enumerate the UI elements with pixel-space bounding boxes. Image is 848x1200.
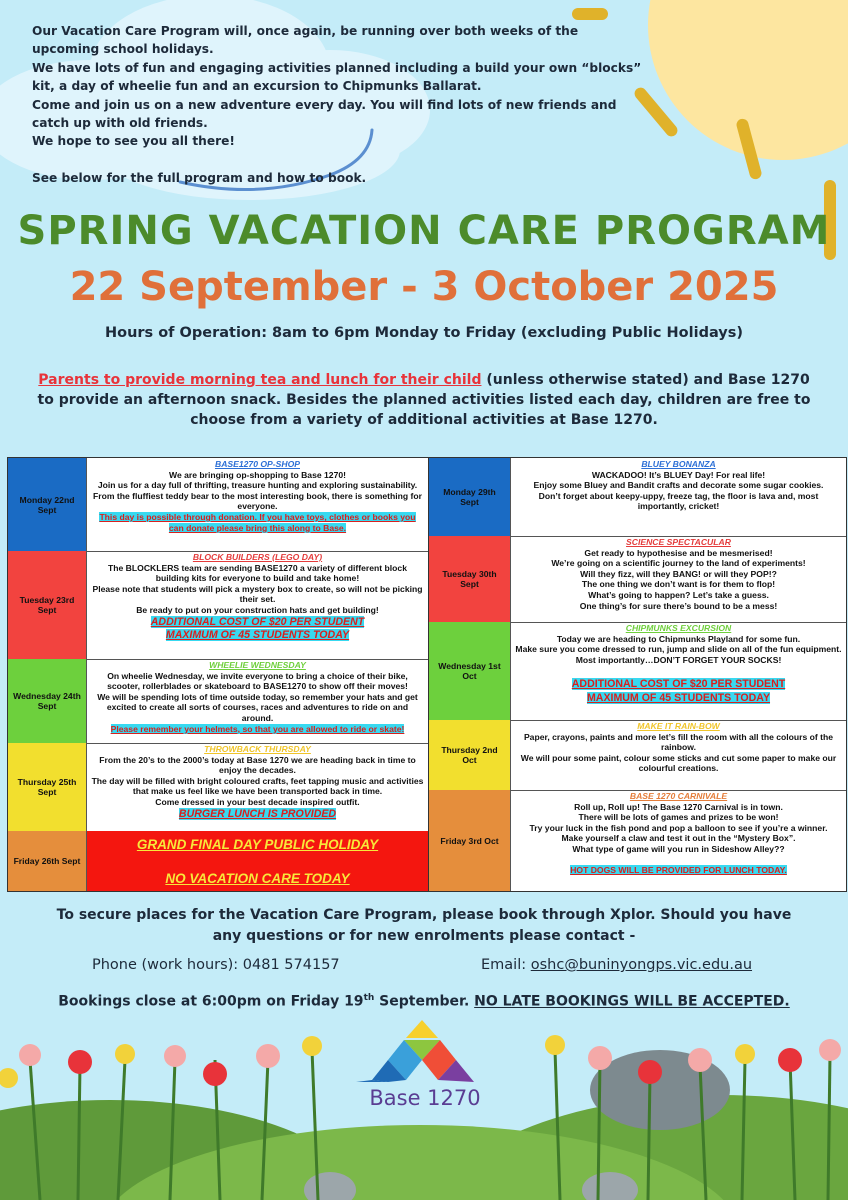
- activity-note: HOT DOGS WILL BE PROVIDED FOR LUNCH TODAY.: [570, 864, 787, 875]
- page-title: SPRING VACATION CARE PROGRAM: [17, 208, 831, 254]
- table-row: [8, 743, 428, 832]
- activity-cell: [511, 790, 846, 891]
- table-row: [429, 536, 846, 623]
- program-dates: 22 September - 3 October 2025: [69, 264, 779, 310]
- activity-text: WACKADOO! It’s BLUEY Day! For real life!: [591, 469, 766, 480]
- activity-text: We are bringing op-shopping to Base 1270!: [169, 469, 346, 480]
- booking-info: [0, 905, 848, 947]
- activity-text: What’s going to happen? Let’s take a guess.: [588, 589, 769, 600]
- week2-table: [428, 457, 847, 892]
- activity-text: One thing’s for sure there’s bound to be a mess!: [579, 600, 778, 611]
- activity-cell: [511, 458, 846, 536]
- activity-cell: [87, 551, 428, 659]
- activity-text: The BLOCKLERS team are sending BASE1270 a variety of different block building kits for everyone to build and take home!: [108, 562, 407, 584]
- activity-heading: BASE 1270 CARNIVALE: [629, 791, 728, 801]
- booking-text: To secure places for the Vacation Care Program, please book through Xplor. Should you have any questions or for new enrolments please contact -: [56, 907, 792, 944]
- activity-note: Please remember your helmets, so that you are allowed to ride or skate!: [110, 723, 405, 734]
- sun-ray: [572, 8, 608, 20]
- close-text: Bookings close at 6:00pm on Friday 19: [58, 993, 364, 1010]
- activity-text: Don’t forget about keepy-uppy, freeze tag, the floor is lava and, most importantly, cricket!: [538, 490, 819, 512]
- logo-text: Base 1270: [369, 1086, 481, 1110]
- day-cell: Monday 22nd Sept: [8, 458, 87, 551]
- table-row: [8, 458, 428, 552]
- close-sup: th: [363, 993, 375, 1003]
- activity-text: Try your luck in the fish pond and pop a balloon to see if you’re a winner.: [529, 822, 828, 833]
- activity-text: We will be spending lots of time outside today, so remember your hats and get excited to create all sorts of courses, races and adventures to ride on and around.: [97, 691, 418, 723]
- table-row: [429, 720, 846, 791]
- activity-cell: [87, 659, 428, 743]
- activity-text: Enjoy some Bluey and Bandit crafts and decorate some sugar cookies.: [533, 480, 824, 491]
- table-row: [8, 551, 428, 660]
- table-row: [429, 622, 846, 721]
- activity-extra: BURGER LUNCH IS PROVIDED: [178, 807, 337, 820]
- day-cell: Wednesday 24th Sept: [8, 659, 87, 743]
- holiday-line: NO VACATION CARE TODAY: [165, 871, 350, 886]
- parents-highlight: Parents to provide morning tea and lunch for their child: [38, 372, 482, 388]
- day-cell: Friday 3rd Oct: [429, 790, 511, 891]
- activity-text: We’re going on a scientific journey to the land of experiments!: [551, 558, 806, 569]
- activity-extra: MAXIMUM OF 45 STUDENTS TODAY: [586, 692, 771, 705]
- activity-text: Please note that students will pick a mystery box to create, so will not be picking their set.: [92, 583, 423, 605]
- week1-table: [7, 457, 429, 892]
- activity-extra: MAXIMUM OF 45 STUDENTS TODAY: [165, 628, 350, 641]
- activity-text: On wheelie Wednesday, we invite everyone to bring a choice of their bike, scooter, rollerblades or skateboard to BASE1270 to show off their moves!: [107, 670, 408, 692]
- activity-cell: [87, 458, 428, 551]
- hours-of-operation: Hours of Operation: 8am to 6pm Monday to Friday (excluding Public Holidays): [104, 325, 744, 341]
- activity-text: Make sure you come dressed to run, jump and slide on all of the fun equipment. Most importantly…DON’T FORGET YOUR SOCKS!: [515, 644, 842, 665]
- activity-text: There will be lots of games and prizes to be won!: [578, 812, 779, 823]
- intro-line: We hope to see you all there!: [32, 134, 235, 149]
- bookings-close: [0, 993, 848, 1010]
- activity-text: Be ready to put on your construction hats and get building!: [136, 604, 379, 615]
- activity-text: From the fluffiest teddy bear to the most interesting book, there is something for everyone.: [93, 490, 422, 512]
- activity-heading: MAKE IT RAIN-BOW: [637, 721, 720, 731]
- parents-notice: [34, 370, 814, 430]
- activity-heading: BASE1270 OP-SHOP: [214, 459, 300, 469]
- table-row: [429, 458, 846, 537]
- email-label: Email:: [481, 957, 531, 973]
- intro-text: [32, 22, 642, 187]
- day-cell: Monday 29th Sept: [429, 458, 511, 536]
- activity-text: Get ready to hypothesise and be mesmerised!: [584, 547, 773, 558]
- activity-note: This day is possible through donation. If you have toys, clothes or books you can donate please bring this along to Base.: [99, 511, 416, 533]
- activity-extra: ADDITIONAL COST OF $20 PER STUDENT: [571, 678, 786, 691]
- close-text-mid: September.: [374, 993, 475, 1010]
- email-link[interactable]: oshc@buninyongps.vic.edu.au: [530, 957, 753, 973]
- activity-text: Make yourself a claw and test it out in the “Mystery Box”.: [561, 833, 796, 844]
- activity-text: From the 20’s to the 2000’s today at Base 1270 we are heading back in time to enjoy the decades.: [99, 754, 416, 776]
- activity-heading: BLUEY BONANZA: [641, 459, 716, 469]
- activity-cell: [87, 743, 428, 831]
- activity-text: Will they fizz, will they BANG! or will they POP!?: [580, 568, 777, 579]
- day-cell: Wednesday 1st Oct: [429, 622, 511, 720]
- activity-cell: [511, 622, 846, 720]
- activity-text: What type of game will you run in Sideshow Alley??: [572, 843, 785, 854]
- day-cell: Tuesday 30th Sept: [429, 536, 511, 622]
- contact-phone: Phone (work hours): 0481 574157: [92, 957, 340, 973]
- activity-heading: SCIENCE SPECTACULAR: [626, 537, 731, 547]
- day-cell: Friday 26th Sept: [8, 831, 87, 891]
- activity-heading: WHEELIE WEDNESDAY: [209, 660, 306, 670]
- contact-email: [481, 957, 752, 973]
- activity-text: Today we are heading to Chipmunks Playland for some fun.: [556, 633, 801, 644]
- intro-line: Come and join us on a new adventure every day. You will find lots of new friends and catch up with old friends.: [32, 97, 617, 131]
- activity-text: Come dressed in your best decade inspired outfit.: [155, 796, 360, 807]
- holiday-cell: [87, 831, 428, 891]
- activity-cell: [511, 720, 846, 790]
- activity-text: Roll up, Roll up! The Base 1270 Carnival is in town.: [574, 801, 783, 812]
- no-late-bookings: NO LATE BOOKINGS WILL BE ACCEPTED.: [474, 993, 790, 1010]
- intro-see-below: See below for the full program and how to book.: [32, 170, 367, 185]
- activity-heading: BLOCK BUILDERS (LEGO DAY): [192, 552, 323, 562]
- activity-extra: ADDITIONAL COST OF $20 PER STUDENT: [150, 615, 365, 628]
- activity-text: We will pour some paint, colour some sticks and cut some paper to make our colourful creations.: [520, 752, 837, 774]
- activity-text: The day will be filled with bright coloured crafts, feet tapping music and activities that make us feel like we have been transported back in time.: [91, 775, 424, 797]
- activity-text: The one thing we don’t want is for them to flop!: [581, 579, 776, 590]
- intro-line: We have lots of fun and engaging activities planned including a build your own “blocks” kit, a day of wheelie fun and an excursion to Chipmunks Ballarat.: [32, 60, 642, 94]
- table-row: [429, 790, 846, 891]
- intro-line: Our Vacation Care Program will, once again, be running over both weeks of the upcoming school holidays.: [32, 24, 579, 57]
- activity-text: Paper, crayons, paints and more let’s fill the room with all the colours of the rainbow.: [523, 731, 834, 753]
- holiday-line: GRAND FINAL DAY PUBLIC HOLIDAY: [136, 837, 379, 852]
- activity-heading: THROWBACK THURSDAY: [204, 744, 311, 754]
- table-row: [8, 831, 428, 891]
- day-cell: Thursday 2nd Oct: [429, 720, 511, 790]
- day-cell: Thursday 25th Sept: [8, 743, 87, 831]
- activity-heading: CHIPMUNKS EXCURSION: [625, 623, 732, 633]
- table-row: [8, 659, 428, 744]
- day-cell: Tuesday 23rd Sept: [8, 551, 87, 659]
- parents-rest: (unless otherwise stated) and Base 1270 to provide an afternoon snack. Besides the planned activities listed each day, children are free to choose from a variety of additional activities at Base 1270.: [37, 372, 811, 428]
- activity-cell: [511, 536, 846, 622]
- activity-text: Join us for a day full of thrifting, treasure hunting and exploring sustainability.: [97, 480, 418, 491]
